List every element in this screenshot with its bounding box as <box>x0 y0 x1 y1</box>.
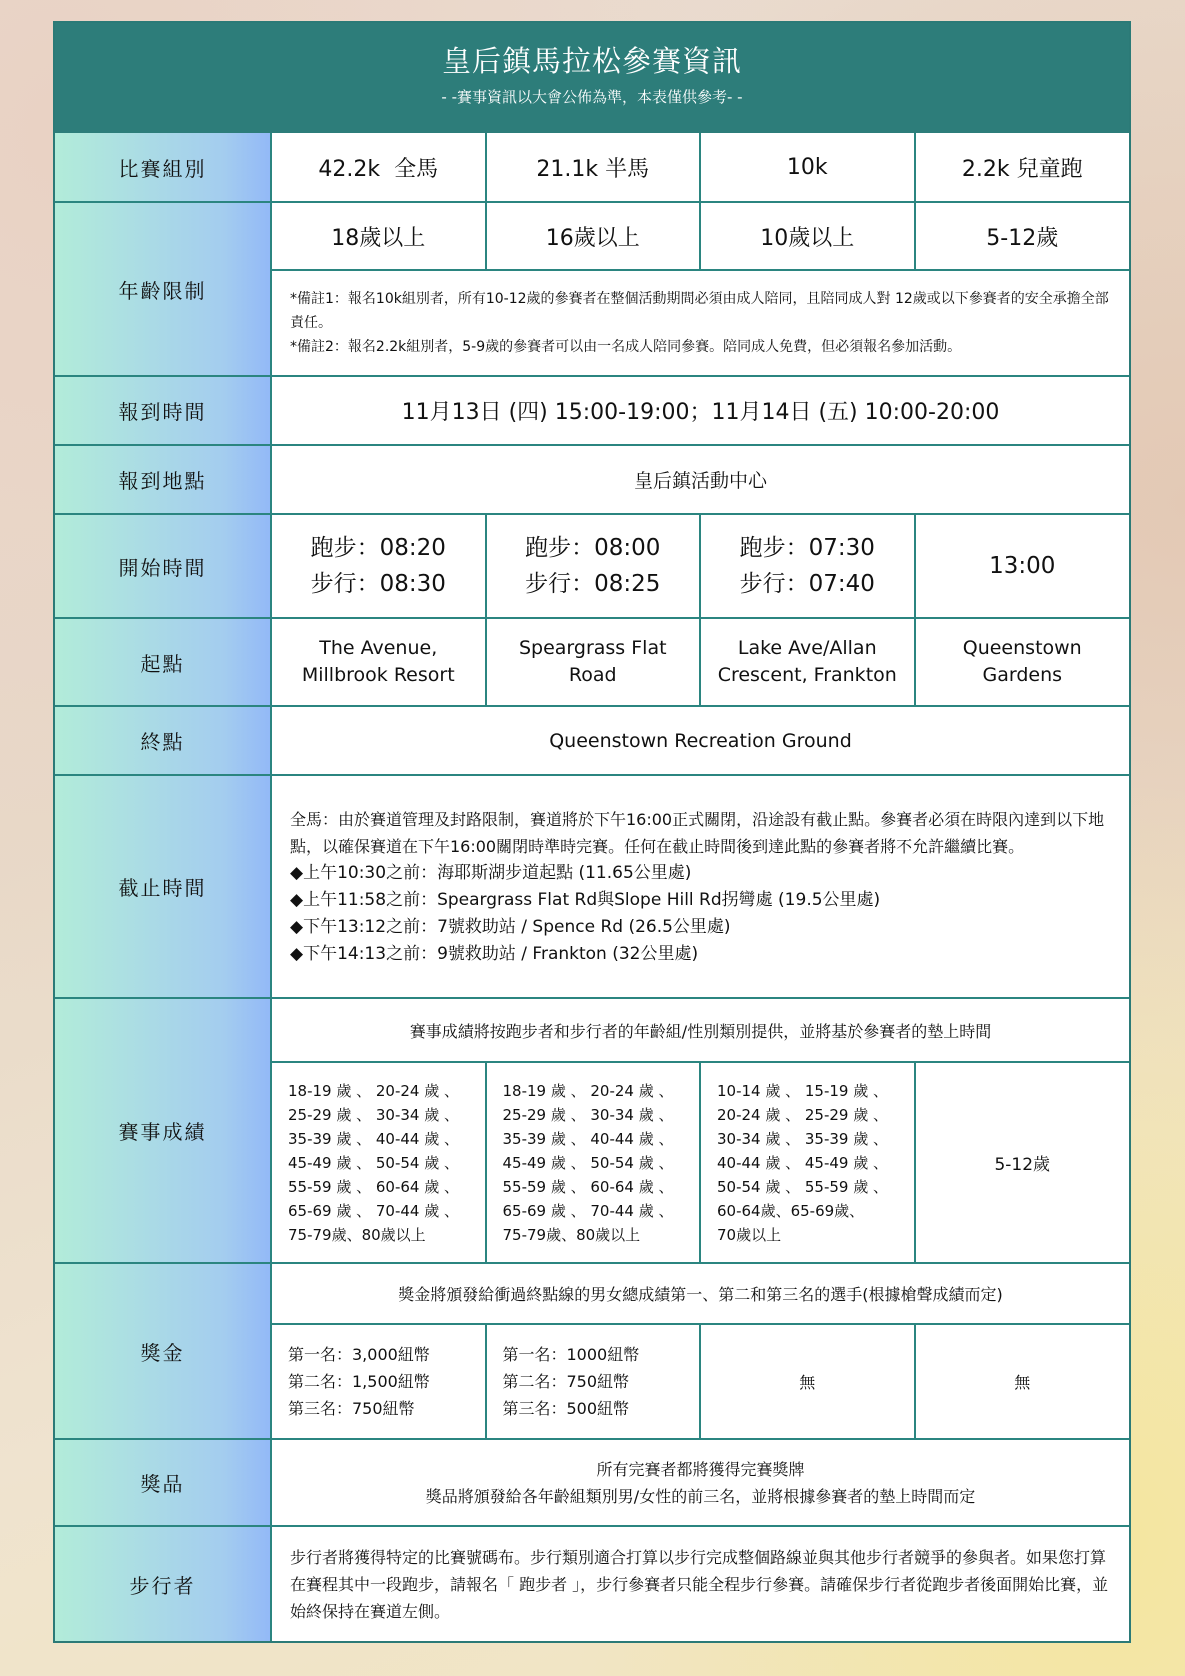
label-results: 賽事成績 <box>55 998 271 1263</box>
row-finish <box>55 706 1129 775</box>
prizes-line-2: 獎品將頒發給各年齡組類別男/女性的前三名，並將根據參賽者的墊上時間而定 <box>425 1486 976 1506</box>
category-kids: 2.2k 兒童跑 <box>915 133 1130 202</box>
label-age: 年齡限制 <box>55 202 271 376</box>
age-note-2: *備註2：報名2.2k組別者，5-9歲的參賽者可以由一名成人陪同參賽。陪同成人免費，但必須報名參加活動。 <box>290 339 962 355</box>
list-item: 40-44 歲 、 45-49 歲 、 <box>717 1153 889 1172</box>
walkers-details: 步行者將獲得特定的比賽號碼布。步行類別適合打算以步行完成整個路線並與其他步行者競爭的參與者。如果您打算在賽程其中一段跑步，請報名「 跑步者 」，步行參賽者只能全程步行參賽。請確保步行者從跑步者後面開始比賽，並始終保持在賽道左側。 <box>271 1526 1129 1641</box>
label-start-point: 起點 <box>55 618 271 706</box>
prize-money-kids: 無 <box>915 1324 1130 1439</box>
row-start-point <box>55 618 1129 706</box>
start-walk-full: 步行：08:30 <box>310 571 446 597</box>
age-notes <box>271 270 1129 376</box>
label-walkers: 步行者 <box>55 1526 271 1641</box>
prizes-details <box>271 1439 1129 1526</box>
start-point-kids <box>915 618 1130 706</box>
prize-money-10k: 無 <box>700 1324 915 1439</box>
row-start-time <box>55 514 1129 618</box>
finish-location: Queenstown Recreation Ground <box>271 706 1129 775</box>
page-subtitle: - -賽事資訊以大會公佈為準，本表僅供參考- - <box>441 88 743 106</box>
cutoff-intro: 全馬：由於賽道管理及封路限制，賽道將於下午16:00正式關閉，沿途設有截止點。參賽者必須在時限內達到以下地點，以確保賽道在下午16:00關閉時準時完賽。任何在截止時間後到達此點的參賽者將不允許繼續比賽。 <box>290 809 1105 856</box>
list-item: 55-59 歲 、 60-64 歲 、 <box>502 1177 674 1196</box>
cutoff-point-4: ◆下午14:13之前：9號救助站 / Frankton (32公里處) <box>290 943 699 964</box>
label-category: 比賽組別 <box>55 133 271 202</box>
list-item: 第一名：1000紐幣 <box>502 1345 640 1364</box>
list-item: 45-49 歲 、 50-54 歲 、 <box>502 1153 674 1172</box>
start-point-half-line1: Speargrass Flat <box>518 637 667 659</box>
label-checkin-time: 報到時間 <box>55 376 271 445</box>
row-age <box>55 202 1129 270</box>
prize-money-half <box>486 1324 701 1439</box>
list-item: 35-39 歲 、 40-44 歲 、 <box>288 1129 460 1148</box>
list-item: 第二名：1,500紐幣 <box>288 1372 430 1391</box>
row-prize-intro <box>55 1263 1129 1324</box>
list-item: 18-19 歲 、 20-24 歲 、 <box>502 1081 674 1100</box>
list-item: 10-14 歲 、 15-19 歲 、 <box>717 1081 889 1100</box>
list-item: 35-39 歲 、 40-44 歲 、 <box>502 1129 674 1148</box>
category-full: 42.2k 全馬 <box>271 133 486 202</box>
prize-money-full <box>271 1324 486 1439</box>
list-item: 30-34 歲 、 35-39 歲 、 <box>717 1129 889 1148</box>
list-item: 第三名：750紐幣 <box>288 1399 415 1418</box>
start-point-kids-line2: Gardens <box>982 664 1063 686</box>
start-time-full <box>271 514 486 618</box>
cutoff-point-3: ◆下午13:12之前：7號救助站 / Spence Rd (26.5公里處) <box>290 916 731 937</box>
sheet-header <box>55 23 1129 133</box>
results-intro: 賽事成績將按跑步者和步行者的年齡組/性別類別提供，並將基於參賽者的墊上時間 <box>271 998 1129 1062</box>
list-item: 第一名：3,000紐幣 <box>288 1345 430 1364</box>
label-prizes: 獎品 <box>55 1439 271 1526</box>
start-point-10k-line1: Lake Ave/Allan <box>737 637 877 659</box>
label-prize-money: 獎金 <box>55 1263 271 1439</box>
row-walkers <box>55 1526 1129 1641</box>
results-groups-10k <box>700 1062 915 1263</box>
age-half: 16歲以上 <box>486 202 701 270</box>
list-item: 75-79歲、80歲以上 <box>502 1225 641 1244</box>
list-item: 18-19 歲 、 20-24 歲 、 <box>288 1081 460 1100</box>
start-time-kids: 13:00 <box>915 514 1130 618</box>
row-cutoff <box>55 775 1129 998</box>
row-checkin-time <box>55 376 1129 445</box>
list-item: 60-64歲、65-69歲、 <box>717 1201 865 1220</box>
list-item: 70歲以上 <box>717 1225 782 1244</box>
list-item: 75-79歲、80歲以上 <box>288 1225 426 1244</box>
list-item: 55-59 歲 、 60-64 歲 、 <box>288 1177 460 1196</box>
list-item: 65-69 歲 、 70-44 歲 、 <box>502 1201 674 1220</box>
start-run-10k: 跑步：07:30 <box>739 535 875 561</box>
start-point-10k <box>700 618 915 706</box>
list-item: 第二名：750紐幣 <box>502 1372 630 1391</box>
info-sheet <box>53 21 1131 1643</box>
list-item: 25-29 歲 、 30-34 歲 、 <box>502 1105 674 1124</box>
label-finish: 終點 <box>55 706 271 775</box>
prizes-line-1: 所有完賽者都將獲得完賽獎牌 <box>596 1459 805 1479</box>
label-cutoff: 截止時間 <box>55 775 271 998</box>
cutoff-point-1: ◆上午10:30之前：海耶斯湖步道起點 (11.65公里處) <box>290 862 692 883</box>
row-results-intro <box>55 998 1129 1062</box>
results-groups-half <box>486 1062 701 1263</box>
start-point-kids-line1: Queenstown <box>962 637 1082 659</box>
list-item: 第三名：500紐幣 <box>502 1399 630 1418</box>
label-checkin-place: 報到地點 <box>55 445 271 514</box>
age-kids: 5-12歲 <box>915 202 1130 270</box>
start-time-half <box>486 514 701 618</box>
start-point-half <box>486 618 701 706</box>
list-item: 25-29 歲 、 30-34 歲 、 <box>288 1105 460 1124</box>
row-prizes <box>55 1439 1129 1526</box>
start-walk-10k: 步行：07:40 <box>739 571 875 597</box>
label-start-time: 開始時間 <box>55 514 271 618</box>
age-10k: 10歲以上 <box>700 202 915 270</box>
cutoff-point-2: ◆上午11:58之前：Speargrass Flat Rd與Slope Hill Rd拐彎處 (19.5公里處) <box>290 889 881 910</box>
age-note-1: *備註1：報名10k組別者，所有10-12歲的參賽者在整個活動期間必須由成人陪同，且陪同成人對 12歲或以下參賽者的安全承擔全部責任。 <box>290 291 1109 331</box>
results-groups-kids: 5-12歲 <box>915 1062 1130 1263</box>
start-point-10k-line2: Crescent, Frankton <box>717 664 897 686</box>
row-category <box>55 133 1129 202</box>
start-run-half: 跑步：08:00 <box>525 535 661 561</box>
age-full: 18歲以上 <box>271 202 486 270</box>
start-point-full <box>271 618 486 706</box>
checkin-time: 11月13日 (四) 15:00-19:00；11月14日 (五) 10:00-20:00 <box>271 376 1129 445</box>
info-table <box>55 133 1129 1641</box>
row-checkin-place <box>55 445 1129 514</box>
list-item: 20-24 歲 、 25-29 歲 、 <box>717 1105 889 1124</box>
prize-money-intro: 獎金將頒發給衝過終點線的男女總成績第一、第二和第三名的選手(根據槍聲成績而定) <box>271 1263 1129 1324</box>
results-groups-full <box>271 1062 486 1263</box>
start-point-half-line2: Road <box>568 664 617 686</box>
page-title: 皇后鎮馬拉松參賽資訊 <box>441 44 742 78</box>
list-item: 45-49 歲 、 50-54 歲 、 <box>288 1153 460 1172</box>
start-run-full: 跑步：08:20 <box>310 535 446 561</box>
start-time-10k <box>700 514 915 618</box>
list-item: 65-69 歲 、 70-44 歲 、 <box>288 1201 460 1220</box>
list-item: 50-54 歲 、 55-59 歲 、 <box>717 1177 889 1196</box>
start-walk-half: 步行：08:25 <box>525 571 661 597</box>
category-half: 21.1k 半馬 <box>486 133 701 202</box>
start-point-full-line2: Millbrook Resort <box>301 664 455 686</box>
category-10k: 10k <box>700 133 915 202</box>
cutoff-details <box>271 775 1129 998</box>
start-point-full-line1: The Avenue, <box>319 637 438 659</box>
checkin-place: 皇后鎮活動中心 <box>271 445 1129 514</box>
